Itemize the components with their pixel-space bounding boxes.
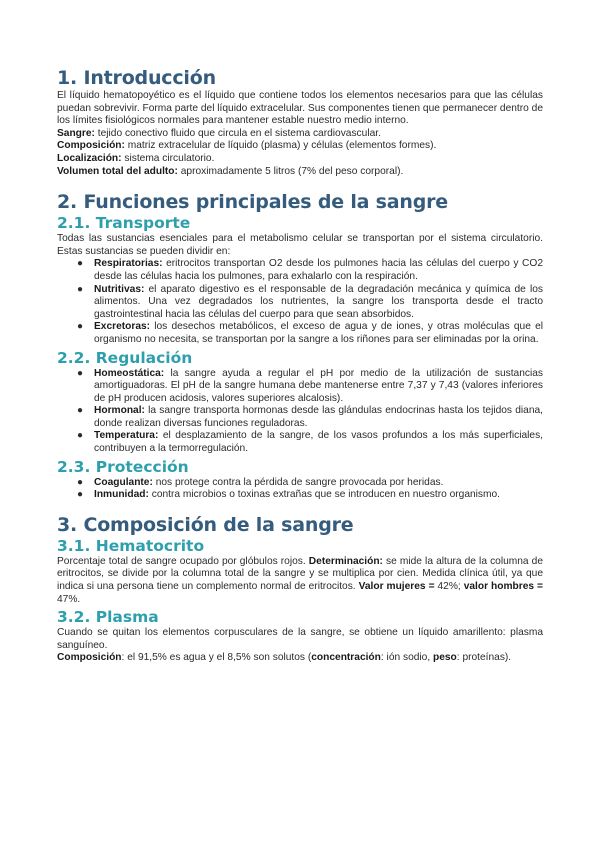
- section-title-funciones: 2. Funciones principales de la sangre: [57, 191, 448, 214]
- bullet-icon: ●: [77, 258, 84, 270]
- intro-paragraph: El líquido hematopoyético es el líquido que contiene todos los elementos necesarios para que las células puedan sobrevivir. Forma parte del líquido extracelular. Sus componentes tienen que permanecer dentro de los límites fisiológicos normales para mantener estable nuestro medio interno.: [57, 90, 543, 127]
- subsection-title-regulacion: 2.2. Regulación: [57, 348, 193, 367]
- list-item: ● Inmunidad: contra microbios o toxinas extrañas que se introducen en nuestro organismo.: [77, 489, 501, 501]
- definition-localizacion: Localización: sistema circulatorio.: [57, 152, 215, 164]
- section-title-composicion: 3. Composición de la sangre: [57, 513, 354, 536]
- list-item: ● Coagulante: nos protege contra la pérdida de sangre provocada por heridas.: [77, 476, 444, 488]
- transporte-list: [57, 258, 543, 346]
- plasma-intro: Cuando se quitan los elementos corpusculares de la sangre, se obtiene un líquido amarillento: plasma sanguíneo.: [57, 627, 543, 651]
- bullet-icon: ●: [77, 405, 84, 417]
- list-item: ● Excretoras: los desechos metabólicos, el exceso de agua y de iones, y otras moléculas que el organismo no necesita, se transportan por la sangre a los riñones para ser eliminadas por la orina.: [77, 321, 543, 345]
- subsection-title-proteccion: 2.3. Protección: [57, 457, 189, 476]
- subsection-title-plasma: 3.2. Plasma: [57, 608, 159, 627]
- list-item: ● Respiratorias: eritrocitos transportan O2 desde los pulmones hacia las células del cuerpo y CO2 desde las células hacia los pulmones, para exhalarlo con la respiración.: [77, 258, 543, 282]
- list-item: ● Temperatura: el desplazamiento de la sangre, de los vasos profundos a los más superficiales, contribuyen a la termorregulación.: [77, 430, 543, 455]
- proteccion-list: [57, 477, 543, 502]
- plasma-composicion: Composición: el 91,5% es agua y el 8,5% son solutos (concentración: ión sodio, peso: proteínas).: [57, 652, 512, 664]
- subsection-title-hematocrito: 3.1. Hematocrito: [57, 536, 205, 555]
- bullet-icon: ●: [77, 321, 84, 333]
- hematocrito-paragraph: Porcentaje total de sangre ocupado por glóbulos rojos. Determinación: se mide la altura de la columna de eritrocitos, se divide por la columna total de la sangre y se multiplica por cien. Medida clínica útil, ya que indica si una persona tiene un complemento normal de eritrocitos. Valor mujeres = 42%; valor hombres = 47%.: [57, 555, 543, 605]
- list-item: ● Homeostática: la sangre ayuda a regular el pH por medio de la utilización de sustancias amortiguadoras. El pH de la sangre humana debe mantenerse entre 7,37 y 7,43 (valores inferiores de pH producen acidosis, valores superiores alcalosis).: [77, 367, 543, 404]
- bullet-icon: ●: [77, 430, 84, 442]
- section-title-introduccion: 1. Introducción: [57, 67, 216, 89]
- regulacion-list: [57, 368, 543, 456]
- list-item: ● Nutritivas: el aparato digestivo es el responsable de la degradación mecánica y química de los alimentos. Una vez degradados los nutrientes, la sangre los transporta desde el tracto gastrointestinal hacia las células del cuerpo para que sean absorbidos.: [77, 283, 543, 320]
- bullet-icon: ●: [77, 367, 84, 379]
- subsection-title-transporte: 2.1. Transporte: [57, 214, 191, 233]
- list-item: ● Hormonal: la sangre transporta hormonas desde las glándulas endocrinas hasta los tejidos diana, donde realizan diversas funciones reguladoras.: [77, 405, 543, 429]
- definition-sangre: Sangre: tejido conectivo fluido que circula en el sistema cardiovascular.: [57, 127, 381, 139]
- bullet-icon: ●: [77, 489, 84, 501]
- definition-composicion: Composición: matriz extracelular de líquido (plasma) y células (elementos formes).: [57, 140, 437, 152]
- bullet-icon: ●: [77, 283, 84, 295]
- definition-volumen: Volumen total del adulto: aproximadamente 5 litros (7% del peso corporal).: [57, 165, 404, 177]
- bullet-icon: ●: [77, 476, 84, 488]
- transporte-intro: Todas las sustancias esenciales para el metabolismo celular se transportan por el sistema circulatorio. Estas sustancias se pueden dividir en:: [57, 233, 543, 257]
